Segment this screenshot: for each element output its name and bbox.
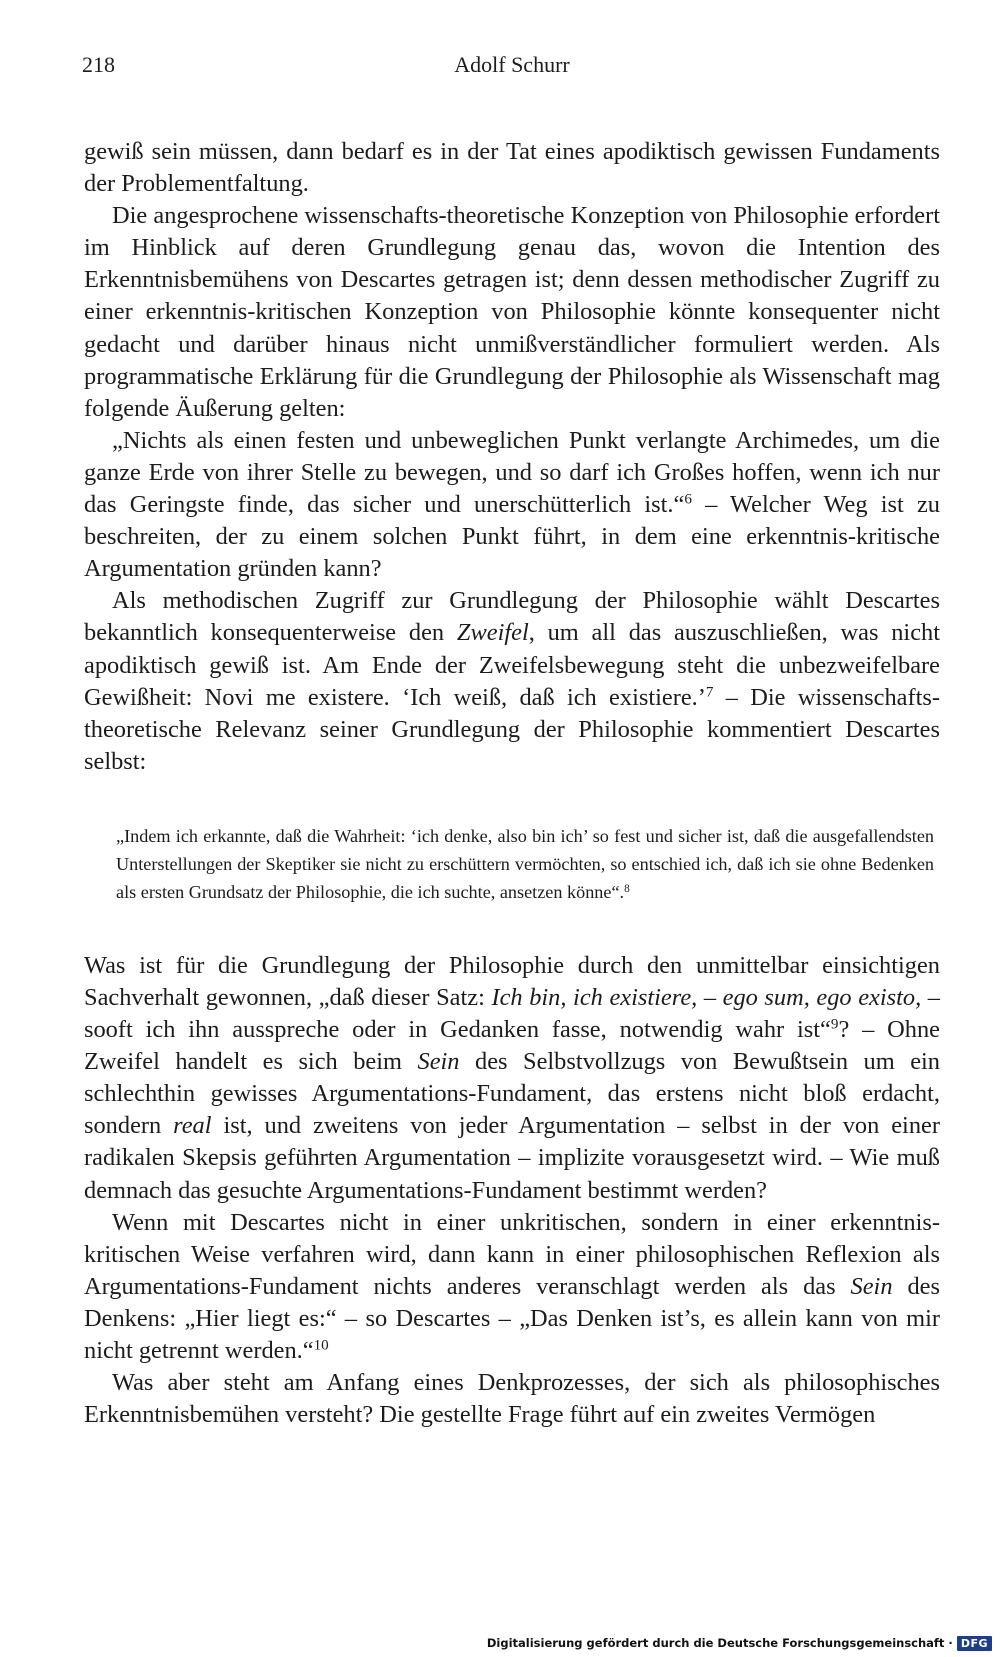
paragraph-6-part-a: Wenn mit Descartes nicht in einer unkritischen, sondern in einer erkenntnis-kritischen Weise verfahren wird, dann kann in einer philosophischen Reflexion als Argumentations-Fundament nichts anderes veranschlagt werden als das <box>84 1208 940 1300</box>
paragraph-5-part-c: ? – Ohne Zweifel handelt es sich beim <box>84 1016 941 1076</box>
credit-text: Digitalisierung gefördert durch die Deutsche Forschungsgemeinschaft · <box>486 1636 953 1650</box>
archimedes-quote: „Nichts als einen festen und unbeweglichen Punkt verlangte Archimedes, um die ganze Erde von ihrer Stelle zu bewegen, und so darf ich Großes hoffen, wenn ich nur das Geringste finde, das sicher und unerschütterlich ist.“ <box>84 426 940 519</box>
emphasis-zweifel: Zweifel <box>456 619 529 647</box>
digitization-credit <box>487 1633 992 1653</box>
paragraph-5 <box>84 950 940 1207</box>
block-quote <box>116 822 934 906</box>
paragraph-6-part-b: des Denkens: „Hier liegt es:“ – so Descartes – „Das Denken ist’s, es allein kann von mir nicht getrennt werden.“ <box>84 1272 940 1364</box>
paragraph-3 <box>84 425 940 585</box>
footnote-ref-7: 7 <box>705 684 714 701</box>
paragraph-4 <box>84 585 940 778</box>
paragraph-1: gewiß sein müssen, dann bedarf es in der Tat eines apodiktisch gewissen Fundaments der Problementfaltung. <box>84 138 940 198</box>
emphasis-sein: Sein <box>417 1048 460 1076</box>
paragraph-5-part-b: – sooft ich ihn ausspreche oder in Gedanken fasse, notwendig wahr ist“ <box>84 983 941 1044</box>
page-header <box>82 52 942 88</box>
paragraph-5-part-d: des Selbstvollzugs von Bewußtsein um ein schlechthin gewisses Argumentations-Fundament, das erstens nicht bloß erdacht, sondern <box>84 1048 940 1140</box>
body-text <box>84 136 940 1431</box>
footnote-ref-6: 6 <box>684 491 692 508</box>
emphasis-ego-sum: Ich bin, ich existiere, – ego sum, ego existo, <box>491 983 922 1011</box>
running-head: Adolf Schurr <box>454 52 570 77</box>
paragraph-5-part-e: ist, und zweitens von jeder Argumentation – selbst in der von einer radikalen Skepsis geführten Argumentation – implizite vorausgesetzt wird. – Wie muß demnach das gesuchte Argumentations-Fundament bestimmt werden? <box>84 1112 940 1204</box>
page-number: 218 <box>82 52 115 77</box>
emphasis-sein-denkens: Sein <box>850 1272 893 1300</box>
paragraph-2: Die angesprochene wissenschafts-theoretische Konzeption von Philosophie erfordert im Hinblick auf deren Grundlegung genau das, wovon die Intention des Erkenntnisbemühens von Descartes getragen ist; denn dessen methodischer Zugriff zu einer erkenntnis-kritischen Konzeption von Philosophie könnte konsequenter nicht gedacht und darüber hinaus nicht unmißverständlicher formuliert werden. Als programmatische Erklärung für die Grundlegung der Philosophie als Wissenschaft mag folgende Äußerung gelten: <box>84 202 940 422</box>
footnote-ref-9: 9 <box>830 1016 839 1033</box>
emphasis-real: real <box>173 1112 212 1140</box>
paragraph-5-part-a: Was ist für die Grundlegung der Philosophie durch den unmittelbar einsichtigen Sachverhalt gewonnen, „daß dieser Satz: <box>84 951 940 1011</box>
block-quote-text: „Indem ich erkannte, daß die Wahrheit: ‘ich denke, also bin ich’ so fest und sicher ist, daß die ausgefallendsten Unterstellungen der Skeptiker sie nicht zu erschüttern vermöchten, so entschied ich, daß ich sie ohne Bedenken als ersten Grundsatz der Philosophie, die ich suchte, ansetzen könne“. <box>116 825 934 902</box>
paragraph-4-part-b: , um all das auszuschließen, was nicht apodiktisch gewiß ist. Am Ende der Zweifelsbewegung steht die unbezweifelbare Gewißheit: Novi me existere. ‘Ich weiß, daß ich existiere.’ <box>84 619 940 711</box>
paragraph-4-part-c: – Die wissenschafts-theoretische Relevanz seiner Grundlegung der Philosophie kommentiert Descartes selbst: <box>84 683 940 775</box>
paragraph-7: Was aber steht am Anfang eines Denkprozesses, der sich als philosophisches Erkenntnisbemühen versteht? Die gestellte Frage führt auf ein zweites Vermögen <box>84 1369 940 1429</box>
paragraph-4-part-a: Als methodischen Zugriff zur Grundlegung der Philosophie wählt Descartes bekanntlich konsequenterweise den <box>84 587 940 647</box>
footnote-ref-8: 8 <box>624 882 630 895</box>
dfg-logo: DFG <box>957 1636 992 1651</box>
footnote-ref-10: 10 <box>313 1337 329 1354</box>
paragraph-6 <box>84 1207 940 1367</box>
paragraph-3-tail: – Welcher Weg ist zu beschreiten, der zu einem solchen Punkt führt, in dem eine erkenntnis-kritische Argumentation gründen kann? <box>84 491 940 583</box>
